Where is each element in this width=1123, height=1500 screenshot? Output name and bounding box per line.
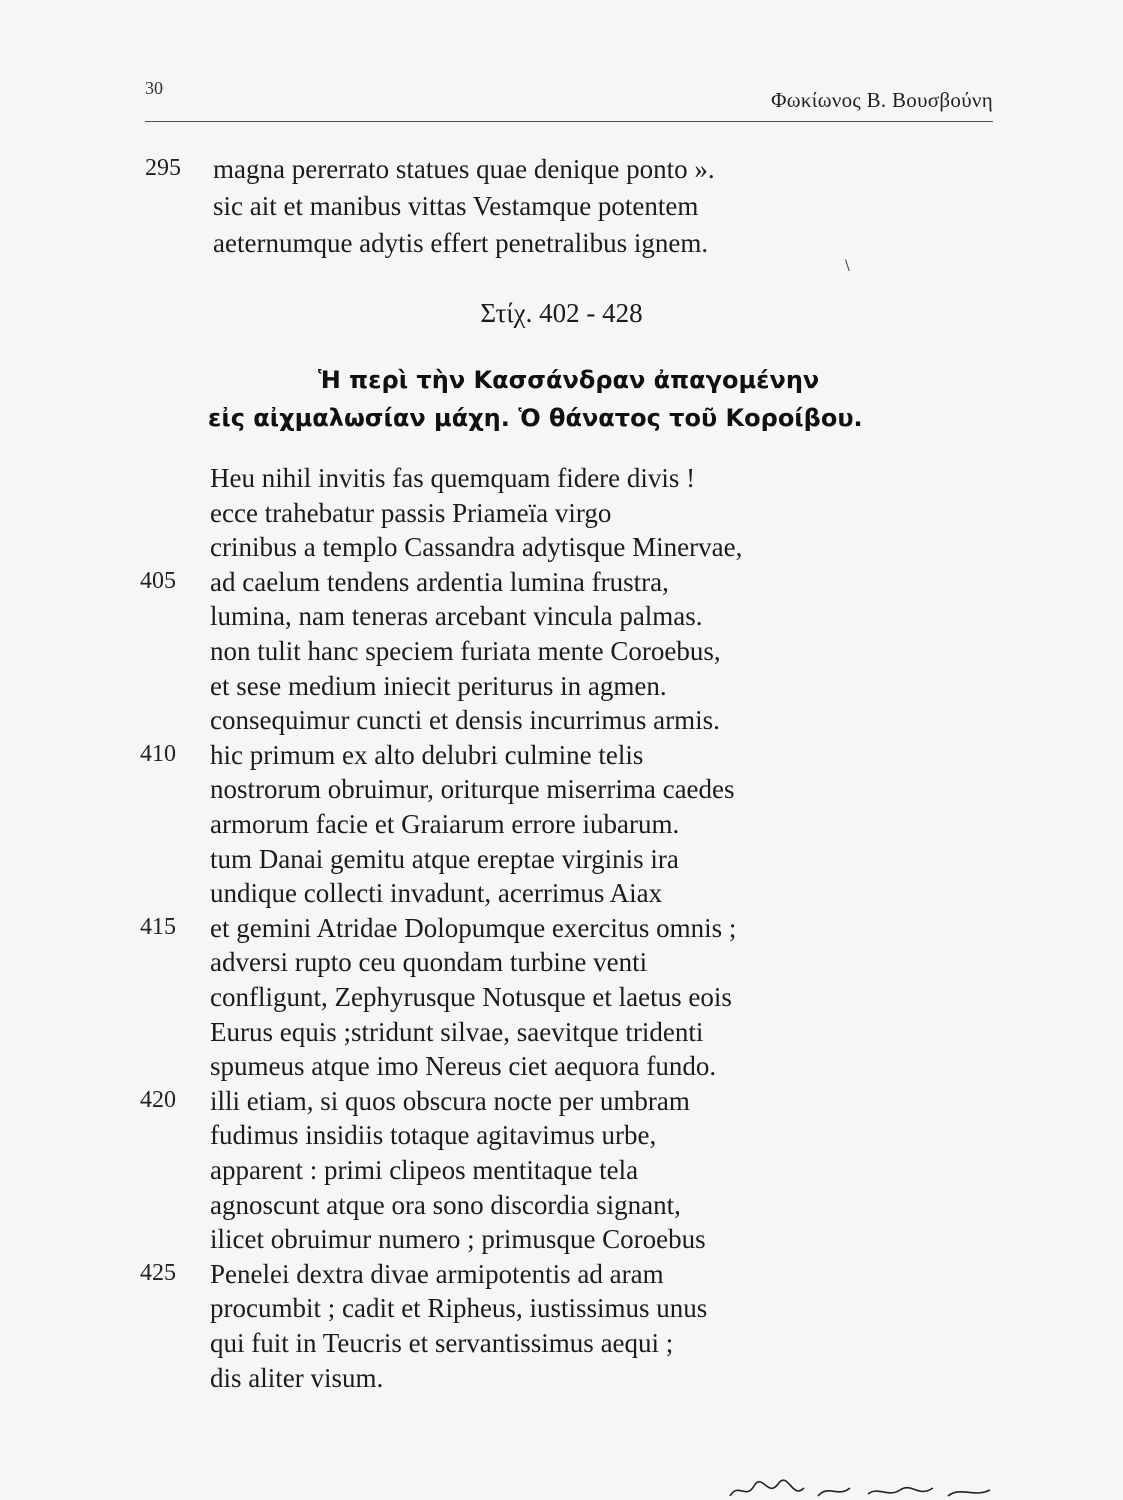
page-header bbox=[145, 78, 993, 110]
verse-line: ad caelum tendens ardentia lumina frustra, bbox=[210, 566, 669, 597]
line-number: 415 bbox=[140, 913, 176, 940]
verse-line: magna pererrato statues quae denique ponto ». bbox=[213, 154, 715, 184]
line-number: 295 bbox=[145, 155, 181, 181]
verse-line: non tulit hanc speciem furiata mente Coroebus, bbox=[210, 636, 721, 666]
verse-line: illi etiam, si quos obscura nocte per umbram bbox=[210, 1085, 690, 1116]
section-heading-line-2: εἰς αἰχμαλωσίαν μάχη. Ὁ θάνατος τοῦ Κοροίβου. bbox=[208, 404, 863, 432]
section-heading-line-1: Ἡ περὶ τὴν Κασσάνδραν ἀπαγομένην bbox=[318, 366, 820, 394]
verse-line: dis aliter visum. bbox=[210, 1362, 384, 1393]
verse-line: armorum facie et Graiarum errore iubarum. bbox=[210, 809, 680, 839]
page-number: 30 bbox=[145, 78, 163, 98]
verse-line: nostrorum obruimur, oriturque miserrima caedes bbox=[210, 774, 735, 805]
verse-line: tum Danai gemitu atque ereptae virginis ira bbox=[210, 843, 679, 874]
verse-line: Heu nihil invitis fas quemquam fidere divis ! bbox=[210, 463, 696, 493]
line-number: 410 bbox=[140, 740, 176, 767]
verse-line: spumeus atque imo Nereus ciet aequora fundo. bbox=[210, 1051, 717, 1082]
stray-mark: \ bbox=[845, 258, 850, 274]
header-rule bbox=[145, 121, 993, 122]
line-number: 420 bbox=[140, 1086, 176, 1113]
verse-line: ilicet obruimur numero ; primusque Coroebus bbox=[210, 1224, 706, 1255]
verse-line: confligunt, Zephyrusque Notusque et laetus eois bbox=[210, 982, 732, 1012]
verse-line: consequimur cuncti et densis incurrimus armis. bbox=[210, 705, 720, 736]
verse-line: hic primum ex alto delubri culmine telis bbox=[210, 739, 644, 770]
verse-line: crinibus a templo Cassandra adytisque Minervae, bbox=[210, 532, 743, 563]
verse-line: sic ait et manibus vittas Vestamque potentem bbox=[213, 191, 699, 221]
line-number: 405 bbox=[140, 567, 176, 594]
verse-line: Eurus equis ;stridunt silvae, saevitque tridenti bbox=[210, 1016, 704, 1047]
handwritten-scribble bbox=[728, 1478, 1008, 1500]
verse-line: adversi rupto ceu quondam turbine venti bbox=[210, 947, 648, 978]
running-head: Φωκίωνος Β. Βουσβούνη bbox=[771, 88, 993, 112]
verse-line: ecce trahebatur passis Priameïa virgo bbox=[210, 497, 612, 528]
verse-line: Penelei dextra divae armipotentis ad aram bbox=[210, 1258, 664, 1289]
verse-line: et sese medium iniecit periturus in agmen. bbox=[210, 670, 667, 701]
line-number: 425 bbox=[140, 1259, 176, 1286]
verse-line: agnoscunt atque ora sono discordia signant, bbox=[210, 1189, 681, 1220]
section-label: Στίχ. 402 - 428 bbox=[480, 298, 643, 328]
verse-line: fudimus insidiis totaque agitavimus urbe, bbox=[210, 1120, 657, 1151]
verse-line: et gemini Atridae Dolopumque exercitus omnis ; bbox=[210, 912, 737, 943]
verse-line: undique collecti invadunt, acerrimus Aiax bbox=[210, 878, 663, 909]
verse-line: apparent : primi clipeos mentitaque tela bbox=[210, 1155, 639, 1185]
verse-line: procumbit ; cadit et Ripheus, iustissimus unus bbox=[210, 1293, 708, 1324]
verse-line: aeternumque adytis effert penetralibus ignem. bbox=[213, 228, 709, 258]
verse-line: qui fuit in Teucris et servantissimus aequi ; bbox=[210, 1328, 674, 1358]
verse-line: lumina, nam teneras arcebant vincula palmas. bbox=[210, 601, 703, 632]
